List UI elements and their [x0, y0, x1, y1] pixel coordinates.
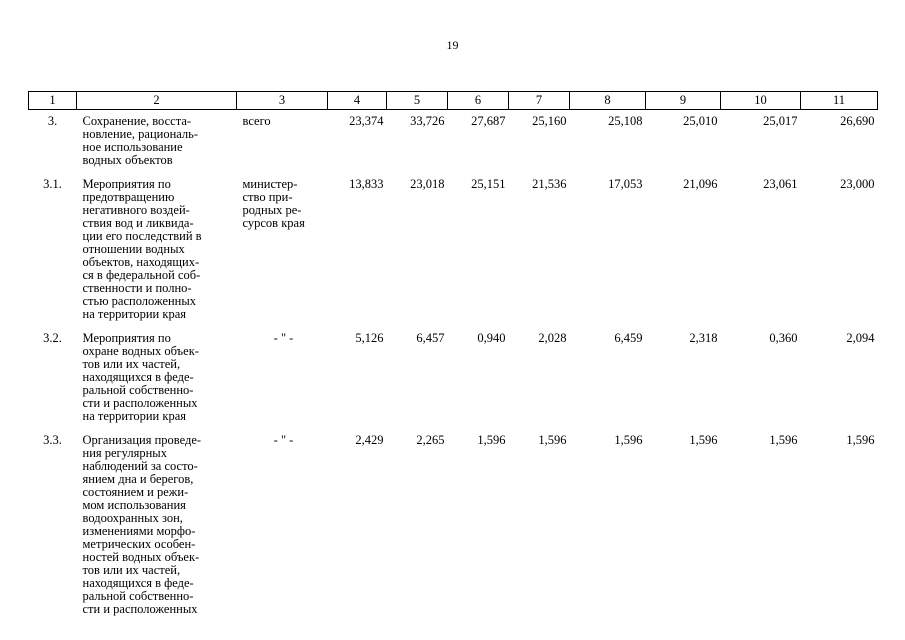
column-header-11: 11 [801, 92, 878, 110]
value-cell: 25,160 [532, 114, 567, 128]
value-cell: 25,151 [471, 177, 506, 191]
measure-name-line: ное использование [82, 140, 183, 154]
budget-table [28, 91, 878, 622]
column-header-10: 10 [721, 92, 801, 110]
column-header-row [29, 92, 878, 110]
measure-name-line: водоохранных зон, [82, 511, 183, 525]
measure-name [77, 429, 237, 622]
column-header-4: 4 [328, 92, 387, 110]
column-header-3: 3 [237, 92, 328, 110]
page-number: 19 [446, 38, 459, 52]
value-cell: 6,457 [416, 331, 445, 345]
measure-name [77, 110, 237, 174]
value-cell: 17,053 [608, 177, 643, 191]
measure-name-line: отношении водных [82, 242, 185, 256]
value-cell: 27,687 [471, 114, 506, 128]
column-header-8: 8 [570, 92, 646, 110]
measure-name-line: сти и расположенных [82, 396, 198, 410]
value-cell: 23,018 [410, 177, 445, 191]
measure-name-line: наблюдений за состо- [82, 459, 198, 473]
executor [237, 110, 328, 174]
value-cell: 23,061 [763, 177, 798, 191]
executor-line: всего [242, 114, 271, 128]
value-cell: 33,726 [410, 114, 445, 128]
value-cell: 13,833 [349, 177, 384, 191]
measure-name-line: ции его последствий в [82, 229, 202, 243]
value-cell: 1,596 [477, 433, 506, 447]
value-cell: 23,374 [349, 114, 384, 128]
measure-name-line: тов или их частей, [82, 357, 181, 371]
measure-name-line: Мероприятия по [82, 331, 171, 345]
column-header-7: 7 [509, 92, 570, 110]
row-number: 3.2. [43, 331, 62, 345]
table-row [29, 327, 878, 429]
executor-line: - " - [273, 433, 294, 447]
measure-name-line: находящихся в феде- [82, 576, 194, 590]
measure-name-line: метрических особен- [82, 537, 196, 551]
measure-name-line: Организация проведе- [82, 433, 202, 447]
row-number: 3. [47, 114, 58, 128]
row-number: 3.1. [43, 177, 62, 191]
value-cell: 25,017 [763, 114, 798, 128]
column-header-2: 2 [77, 92, 237, 110]
executor-line: ство при- [242, 190, 293, 204]
measure-name-line: ся в федеральной соб- [82, 268, 201, 282]
value-cell: 1,596 [846, 433, 875, 447]
value-cell: 2,265 [416, 433, 445, 447]
value-cell: 25,108 [608, 114, 643, 128]
table-row [29, 173, 878, 327]
value-cell: 21,096 [683, 177, 718, 191]
column-header-1: 1 [29, 92, 77, 110]
value-cell: 21,536 [532, 177, 567, 191]
measure-name-line: ствия вод и ликвида- [82, 216, 194, 230]
value-cell: 5,126 [355, 331, 384, 345]
measure-name-line: ственности и полно- [82, 281, 192, 295]
measure-name-line: предотвращению [82, 190, 175, 204]
measure-name-line: ральной собственно- [82, 383, 194, 397]
measure-name-line: объектов, находящих- [82, 255, 200, 269]
table-row [29, 110, 878, 174]
measure-name-line: янием дна и берегов, [82, 472, 194, 486]
measure-name-line: тов или их частей, [82, 563, 181, 577]
column-header-9: 9 [646, 92, 721, 110]
value-cell: 1,596 [769, 433, 798, 447]
measure-name-line: новление, рациональ- [82, 127, 199, 141]
measure-name-line: ния регулярных [82, 446, 167, 460]
value-cell: 2,028 [538, 331, 567, 345]
measure-name [77, 327, 237, 429]
measure-name-line: на территории края [82, 307, 186, 321]
measure-name-line: ральной собственно- [82, 589, 194, 603]
measure-name-line: водных объектов [82, 153, 173, 167]
row-number: 3.3. [43, 433, 62, 447]
measure-name-line: изменениями морфо- [82, 524, 196, 538]
measure-name-line: Мероприятия по [82, 177, 171, 191]
executor [237, 429, 328, 622]
value-cell: 26,690 [840, 114, 875, 128]
table-row [29, 429, 878, 622]
measure-name [77, 173, 237, 327]
column-header-5: 5 [387, 92, 448, 110]
executor-line: родных ре- [242, 203, 302, 217]
executor-line: министер- [242, 177, 298, 191]
measure-name-line: Сохранение, восста- [82, 114, 192, 128]
measure-name-line: стью расположенных [82, 294, 197, 308]
value-cell: 2,094 [846, 331, 875, 345]
value-cell: 0,940 [477, 331, 506, 345]
measure-name-line: состоянием и режи- [82, 485, 189, 499]
measure-name-line: на территории края [82, 409, 186, 423]
value-cell: 1,596 [538, 433, 567, 447]
executor-line: сурсов края [242, 216, 305, 230]
value-cell: 23,000 [840, 177, 875, 191]
measure-name-line: ностей водных объек- [82, 550, 200, 564]
value-cell: 1,596 [689, 433, 718, 447]
measure-name-line: мом использования [82, 498, 186, 512]
measure-name-line: находящихся в феде- [82, 370, 194, 384]
executor [237, 327, 328, 429]
measure-name-line: негативного воздей- [82, 203, 190, 217]
value-cell: 1,596 [614, 433, 643, 447]
executor-line: - " - [273, 331, 294, 345]
value-cell: 2,429 [355, 433, 384, 447]
measure-name-line: охране водных объек- [82, 344, 199, 358]
value-cell: 2,318 [689, 331, 718, 345]
measure-name-line: сти и расположенных [82, 602, 198, 616]
column-header-6: 6 [448, 92, 509, 110]
value-cell: 25,010 [683, 114, 718, 128]
value-cell: 6,459 [614, 331, 643, 345]
value-cell: 0,360 [769, 331, 798, 345]
executor [237, 173, 328, 327]
